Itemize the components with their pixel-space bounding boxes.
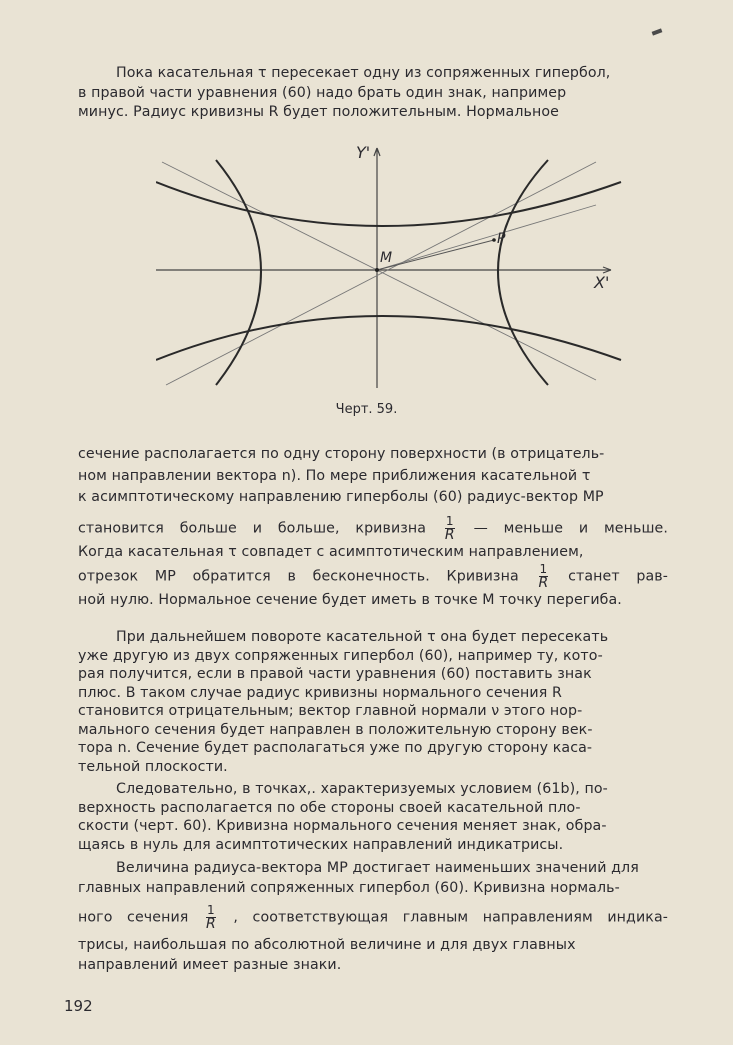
text-segment: станет рав- (568, 568, 668, 585)
p-label: P (497, 231, 506, 247)
figure-hyperbolas (156, 140, 626, 390)
fraction (445, 515, 455, 542)
text-line: становится отрицательным; вектор главной нормали ν этого нор- (78, 703, 583, 719)
radius-vector-mp (377, 240, 494, 270)
text-line: щаясь в нуль для асимптотических направлений индикатрисы. (78, 836, 564, 853)
figure-caption: Черт. 59. (335, 402, 398, 417)
fraction-denominator: R (538, 575, 549, 591)
text-line: тельной плоскости. (78, 758, 228, 775)
y-axis-label: Y' (356, 143, 371, 162)
tangent-line (377, 205, 596, 270)
text-line: Следовательно, в точках,. характеризуемых условием (61b), по- (116, 781, 608, 797)
point-m (375, 268, 379, 272)
paragraph-main (78, 444, 668, 612)
text-line: в правой части уравнения (60) надо брать один знак, например (78, 84, 567, 101)
x-axis-label: X' (594, 273, 610, 292)
text-segment: , соответствующая главным направлениям индика- (233, 909, 668, 926)
fraction (539, 563, 549, 590)
fraction-numerator: 1 (206, 903, 215, 917)
text-segment: отрезок MP обратится в бесконечность. Кривизна (78, 568, 519, 585)
text-line: ном направлении вектора n). По мере приближения касательной τ (78, 467, 591, 484)
page-number: 192 (64, 997, 93, 1015)
text-line: трисы, наибольшая по абсолютной величине и для двух главных (78, 937, 576, 953)
text-line: Величина радиуса-вектора MP достигает наименьших значений для (116, 860, 639, 876)
text-line: направлений имеет разные знаки. (78, 957, 342, 973)
fraction-numerator: 1 (539, 562, 548, 576)
text-segment: становится больше и больше, кривизна (78, 520, 427, 536)
text-line: главных направлений сопряженных гипербол (60). Кривизна нормаль- (78, 880, 620, 896)
hyperbola-left (216, 160, 261, 385)
paragraph-consequence (78, 780, 668, 854)
fraction-denominator: R (205, 916, 216, 932)
text-line: Пока касательная τ пересекает одну из сопряженных гипербол, (116, 65, 611, 81)
text-line: уже другую из двух сопряженных гипербол (60), например ту, кото- (78, 647, 603, 664)
hyperbola-upper (156, 182, 621, 226)
text-segment: ного сечения (78, 909, 189, 926)
paragraph-intro (78, 64, 668, 123)
hyperbola-right (498, 160, 548, 385)
paragraph-rotation (78, 628, 668, 776)
ink-speck (652, 28, 663, 35)
text-line: к асимптотическому направлению гиперболы (60) радиус-вектор MP (78, 489, 604, 505)
point-p (492, 238, 496, 242)
text-line: минус. Радиус кривизны R будет положительным. Нормальное (78, 104, 559, 121)
text-line: скости (черт. 60). Кривизна нормального сечения меняет знак, обра- (78, 818, 607, 834)
paragraph-radius (78, 858, 668, 975)
text-line (78, 563, 668, 590)
text-line: тора n. Сечение будет располагаться уже по другую сторону каса- (78, 740, 593, 756)
asymptote-2 (166, 162, 596, 385)
text-line: ной нулю. Нормальное сечение будет иметь в точке M точку перегиба. (78, 592, 622, 608)
fraction-denominator: R (444, 526, 455, 543)
fraction (206, 904, 216, 931)
text-line: мального сечения будет направлен в положительную сторону век- (78, 721, 593, 738)
text-line: плюс. В таком случае радиус кривизны нормального сечения R (78, 684, 562, 701)
hyperbola-lower (156, 316, 621, 360)
text-segment: — меньше и меньше. (473, 520, 668, 536)
text-line: сечение располагается по одну сторону поверхности (в отрицатель- (78, 446, 605, 462)
text-line: Когда касательная τ совпадет с асимптотическим направлением, (78, 543, 584, 560)
text-line: рая получится, если в правой части уравнения (60) поставить знак (78, 666, 592, 682)
m-label: M (380, 250, 393, 266)
text-line (78, 515, 668, 542)
text-line: При дальнейшем повороте касательной τ она будет пересекать (116, 629, 609, 645)
asymptote-1 (162, 162, 596, 380)
fraction-numerator: 1 (445, 513, 454, 528)
text-line: верхность располагается по обе стороны своей касательной пло- (78, 799, 581, 816)
text-line (78, 904, 668, 931)
